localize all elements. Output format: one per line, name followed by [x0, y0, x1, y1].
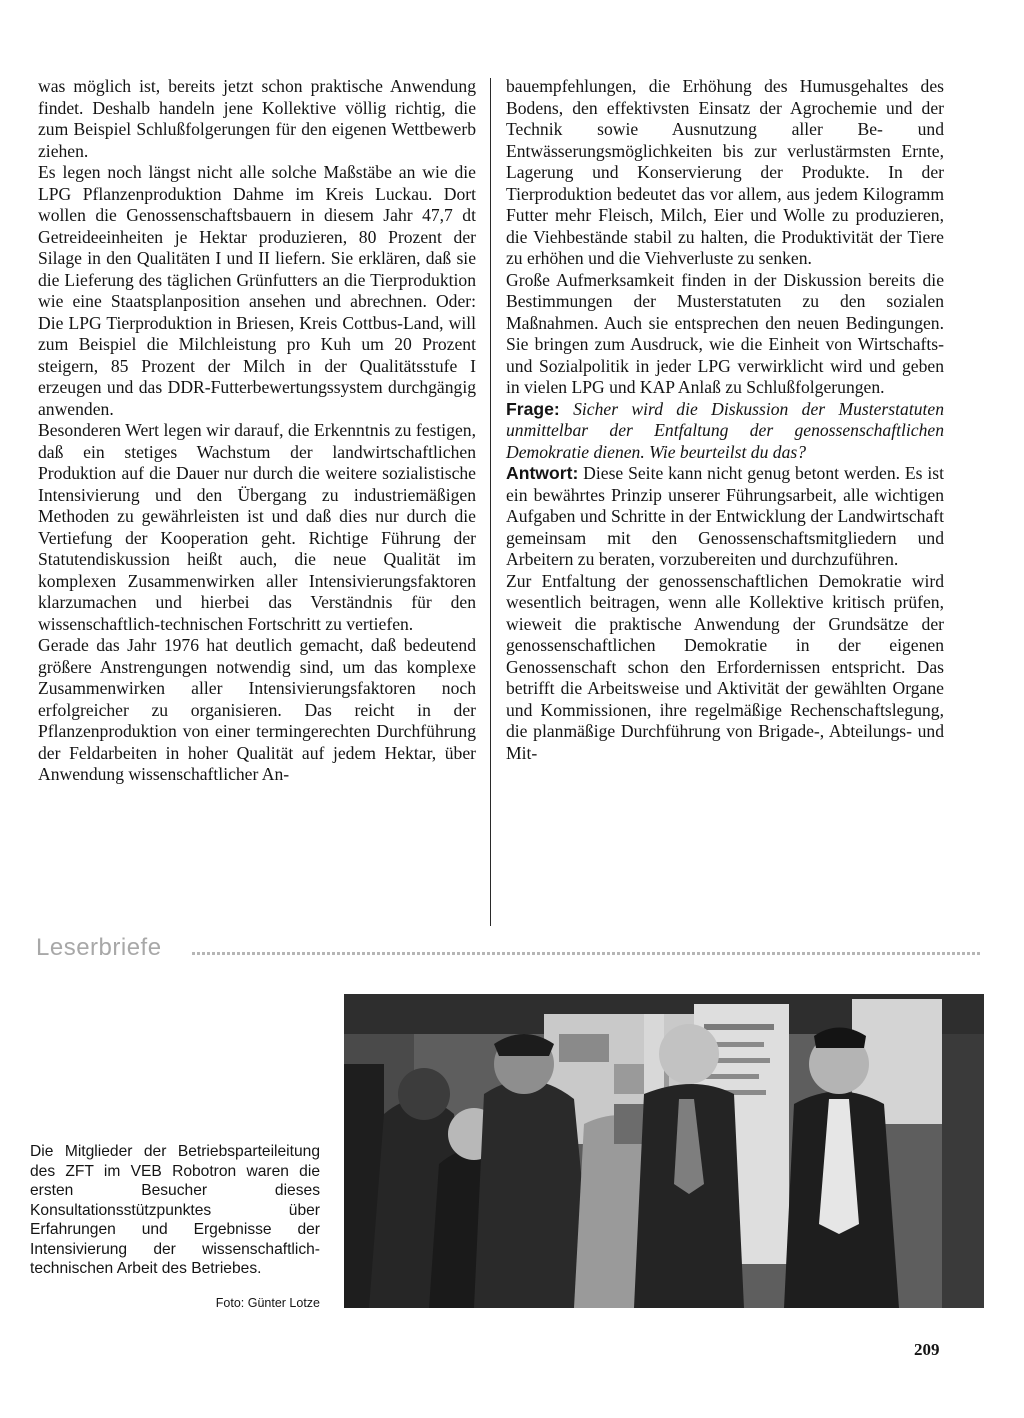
column-divider	[490, 78, 491, 926]
paragraph: bauempfehlungen, die Erhöhung des Humusgehaltes des Bodens, den effektivsten Einsatz der Agrochemie und der Technik sowie Ausnutzung aller Be- und Entwässerungsmöglichkeiten bis zur verlustärmsten Ernte, Lagerung und Konservierung der Produkte. In der Tierproduktion bedeutet das vor allem, aus jedem Kilogramm Futter mehr Fleisch, Milch, Eier und Wolle zu produzieren, die Viehbestände stabil zu halten, die Produktivität der Tiere zu erhöhen und die Viehverluste zu senken.	[506, 76, 944, 268]
section-heading: Leserbriefe	[36, 934, 162, 961]
answer-paragraph	[506, 463, 944, 571]
page-number: 209	[914, 1340, 940, 1359]
photo	[344, 994, 984, 1308]
paragraph: Besonderen Wert legen wir darauf, die Erkenntnis zu festigen, daß ein stetiges Wachstum der landwirtschaftlichen Produktion auf die Dauer nur durch die weitere sozialistische Intensivierung und den Übergang zu industriemäßigen Methoden zu gewährleisten ist und daß dies nur durch die Vertiefung der Kooperation geht. Richtige Führung der Statutendiskussion heißt auch, die neue Qualität im komplexen Zusammenwirken aller Intensivierungsfaktoren klarzumachen und hierbei das Verständnis für den wissenschaftlich-technischen Fortschritt zu vertiefen.	[38, 420, 476, 634]
answer-label: Antwort:	[506, 463, 579, 483]
paragraph: Es legen noch längst nicht alle solche Maßstäbe an wie die LPG Pflanzenproduktion Dahme im Kreis Luckau. Dort wollen die Genossenschaftsbauern in diesem Jahr 47,7 dt Getreideeinheiten je Hektar produzieren, 80 Prozent der Silage in den Qualitäten I und II liefern. Sie erklären, daß sie die Lieferung des täglichen Grünfutters an die Tierproduktion wie eine Staatsplanposition ansehen und abrechnen. Oder: Die LPG Tierproduktion in Briesen, Kreis Cottbus-Land, will zum Beispiel die Milchleistung pro Kuh um 20 Prozent steigern, 85 Prozent der Milch in der Qualitätsstufe I erzeugen und das DDR-Futterbewertungssystem durchgängig anwenden.	[38, 162, 476, 419]
right-text-column	[506, 76, 944, 764]
paragraph: was möglich ist, bereits jetzt schon praktische Anwendung findet. Deshalb handeln jene Kollektive völlig richtig, die zum Beispiel Schlußfolgerungen für den eigenen Wettbewerb ziehen.	[38, 76, 476, 161]
photo-illustration	[344, 994, 984, 1308]
question-paragraph	[506, 399, 944, 464]
left-text-column	[38, 76, 476, 786]
paragraph: Große Aufmerksamkeit finden in der Diskussion bereits die Bestimmungen der Musterstatuten zu den sozialen Maßnahmen. Auch sie entsprechen den neuen Bedingungen. Sie bringen zum Ausdruck, wie die Einheit von Wirtschafts- und Sozialpolitik in jeder LPG verwirklicht wird und geben in vielen LPG und KAP Anlaß zu Schlußfolgerungen.	[506, 269, 944, 397]
question-text: Sicher wird die Diskussion der Musterstatuten unmittelbar der Entfaltung der genossenschaftlichen Demokratie dienen. Wie beurteilst du das?	[506, 398, 944, 462]
photo-caption: Die Mitglieder der Betriebsparteileitung des ZFT im VEB Robotron waren die ersten Besucher dieses Konsultationsstützpunktes über Erfahrungen und Ergebnisse der Intensivierung der wissenschaftlich-technischen Arbeit des Betriebes.	[30, 1143, 320, 1277]
question-label: Frage:	[506, 398, 560, 419]
answer-text: Diese Seite kann nicht genug betont werden. Es ist ein bewährtes Prinzip unserer Führungsarbeit, alle wichtigen Aufgaben und Schritte in der Entwicklung der Landwirtschaft gemeinsam mit den Genossenschaftsmitgliedern und Arbeitern zu beraten, vorzubereiten und durchzuführen.	[506, 463, 944, 569]
paragraph: Gerade das Jahr 1976 hat deutlich gemacht, daß bedeutend größere Anstrengungen notwendig sind, um das komplexe Zusammenwirken aller Intensivierungsfaktoren noch erfolgreicher zu organisieren. Das reicht in der Pflanzenproduktion von einer termingerechten Durchführung der Feldarbeiten in hoher Qualität auf jedem Hektar, über Anwendung wissenschaftlicher An-	[38, 635, 476, 784]
photo-credit: Foto: Günter Lotze	[215, 1296, 320, 1310]
paragraph: Zur Entfaltung der genossenschaftlichen Demokratie wird wesentlich beitragen, wenn alle Kollektive kritisch prüfen, wieweit die praktische Anwendung der Grundsätze der genossenschaftlichen Demokratie in der eigenen Genossenschaft schon den Erfordernissen entspricht. Das betrifft die Arbeitsweise und Aktivität der gewählten Organe und Kommissionen, ihre regelmäßige Rechenschaftslegung, die planmäßige Durchführung von Brigade-, Abteilungs- und Mit-	[506, 570, 944, 763]
section-rule	[192, 952, 982, 955]
